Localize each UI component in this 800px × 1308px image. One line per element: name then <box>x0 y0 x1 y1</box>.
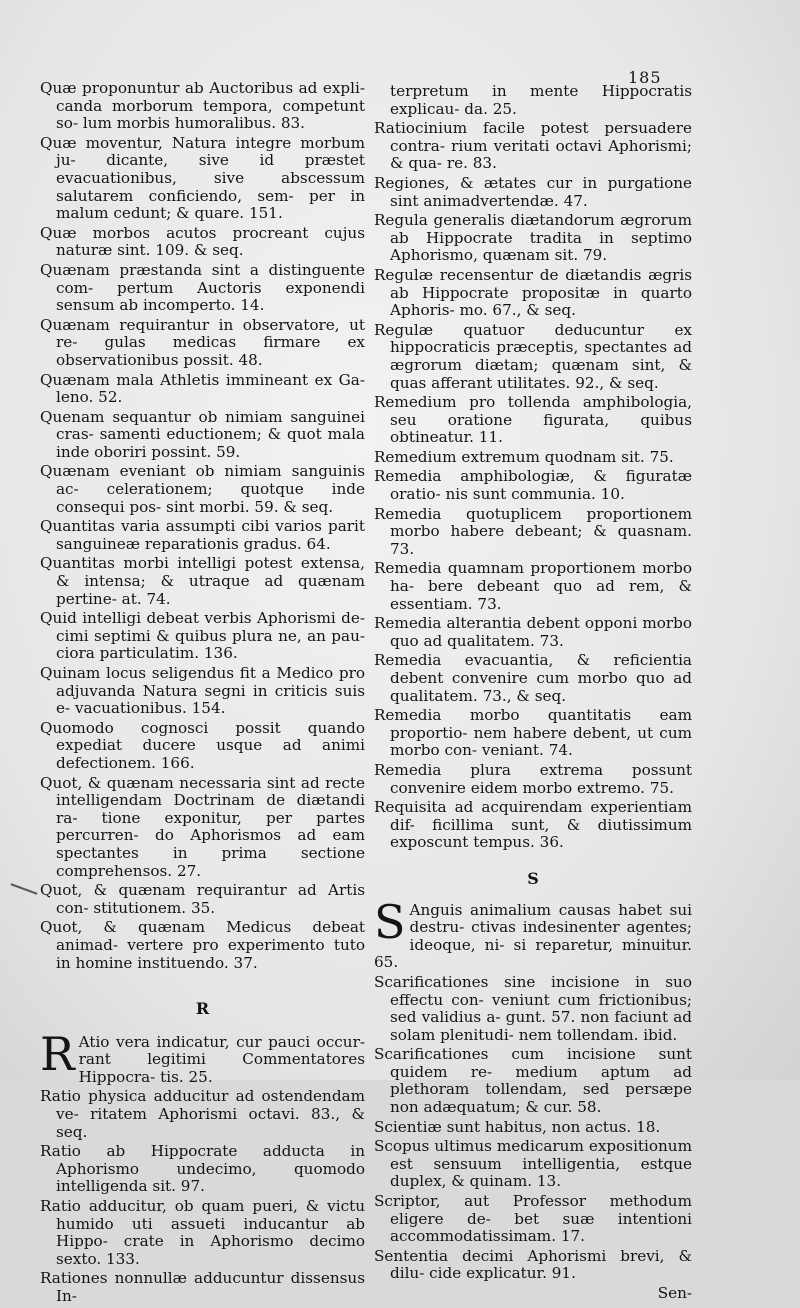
index-entry <box>374 894 692 972</box>
entry-text: Scientiæ sunt habitus, non actus. 18. <box>374 1117 661 1136</box>
index-entry <box>374 1248 692 1283</box>
index-entry <box>374 322 692 392</box>
entry-text: Quenam sequantur ob nimiam sanguinei cras- samenti eductionem; & quot mala inde oboriri possint. 59. <box>40 407 365 461</box>
index-entry <box>40 720 365 773</box>
index-entry <box>40 1198 365 1268</box>
entry-text: Quinam locus seligendus fit a Medico pro adjuvanda Natura segni in criticis suis e- vacuationibus. 154. <box>40 664 365 718</box>
index-entry <box>40 262 365 315</box>
entry-text: Quantitas varia assumpti cibi varios parit sanguineæ reparationis gradus. 64. <box>40 517 365 553</box>
ink-mark <box>11 883 38 894</box>
index-entry <box>374 83 692 118</box>
entry-text: Sententia decimi Aphorismi brevi, & dilu- cide explicatur. 91. <box>374 1246 692 1283</box>
index-entry <box>40 882 365 917</box>
index-entry <box>374 1046 692 1116</box>
section-letter-s: S <box>527 868 539 888</box>
entry-text: Scriptor, aut Professor methodum eligere de- bet suæ intentioni accommodatissimam. 17. <box>374 1192 692 1246</box>
section-s-entries <box>374 894 692 1283</box>
index-entry <box>40 1088 365 1141</box>
index-entry <box>40 518 365 553</box>
entry-text: Remedia evacuantia, & reficientia debent convenire cum morbo quo ad qualitatem. 73., & seq. <box>374 651 692 705</box>
entry-text: Rationes nonnullæ adducuntur dissensus In- <box>40 1269 365 1305</box>
right-column <box>374 83 692 1303</box>
entry-text: Quot, & quænam requirantur ad Artis con- stitutionem. 35. <box>40 881 365 917</box>
section-r-entries <box>40 1026 365 1306</box>
left-entries <box>40 80 365 972</box>
entry-text: Remedia plura extrema possunt convenire eidem morbo extremo. 75. <box>374 760 692 797</box>
entry-text: Quot, & quænam necessaria sint ad recte intelligendam Doctrinam de diætandi ra- tione exponitur, per partes percurren- do Aphorismos ad eam spectantes in prima sectione comprehensos. 27. <box>40 773 365 880</box>
entry-text: Quot, & quænam Medicus debeat animad- vertere pro experimento tuto in homine instituendo. 37. <box>40 918 365 972</box>
index-entry <box>40 919 365 972</box>
entry-text: Scarificationes cum incisione sunt quidem re- medium aptum ad plethoram tollendam, sed persæpe non adæquatum; & cur. 58. <box>374 1045 692 1117</box>
index-entry <box>374 707 692 760</box>
index-entry <box>374 560 692 613</box>
entry-text: Remedia quotuplicem proportionem morbo habere debeant; & quasnam. 73. <box>374 504 692 558</box>
entry-text: Ratio adducitur, ob quam pueri, & victu humido uti assueti inducantur ab Hippo- crate in Aphorismo decimo sexto. 133. <box>40 1197 365 1268</box>
index-entry <box>374 1138 692 1191</box>
entry-text: Quid intelligi debeat verbis Aphorismi de- cimi septimi & quibus plura ne, an pau- ciora particulatim. 136. <box>40 609 365 663</box>
index-entry <box>374 394 692 447</box>
catchword: Sen- <box>657 1284 692 1302</box>
index-entry <box>374 615 692 650</box>
entry-text: Regula generalis diætandorum ægrorum ab Hippocrate tradita in septimo Aphorismo, quænam sit. 79. <box>374 211 692 265</box>
left-column <box>40 80 365 1308</box>
index-entry <box>40 80 365 133</box>
index-entry <box>40 372 365 407</box>
entry-text: Requisita ad acquirendam experientiam dif- ficillima sunt, & diutissimum exposcunt tempus. 36. <box>374 798 692 852</box>
entry-text: Quænam mala Athletis immineant ex Ga- leno. 52. <box>40 370 365 407</box>
index-entry <box>40 610 365 663</box>
right-entries <box>374 83 692 852</box>
entry-text: Quænam eveniant ob nimiam sanguinis ac- celerationem; quotque inde consequi pos- sint morbi. 59. & seq. <box>40 462 365 516</box>
entry-text: Atio vera indicatur, cur pauci occur- rant legitimi Commentatores Hippocra- tis. 25. <box>78 1032 365 1086</box>
entry-text: terpretum in mente Hippocratis explicau- da. 25. <box>390 82 692 118</box>
index-entry <box>40 665 365 718</box>
entry-text: Quantitas morbi intelligi potest extensa, & intensa; & utraque ad quænam pertine- at. 74. <box>40 554 365 608</box>
index-entry <box>374 120 692 173</box>
index-entry <box>40 775 365 881</box>
entry-text: Regulæ quatuor deducuntur ex hippocraticis præceptis, spectantes ad ægrorum diætam; quænam sint, & quas afferant utilitates. 92., & seq. <box>374 320 692 392</box>
entry-text: Regiones, & ætates cur in purgatione sint animadvertendæ. 47. <box>374 173 692 210</box>
section-letter-r: R <box>195 999 210 1019</box>
index-entry <box>374 652 692 705</box>
entry-text: Ratio physica adducitur ad ostendendam ve- ritatem Aphorismi octavi. 83., & seq. <box>40 1087 365 1141</box>
entry-text: Anguis animalium causas habet sui destru- ctivas indesinenter agentes; ideoque, ni- si reparetur, minuitur. 65. <box>374 900 692 972</box>
index-entry <box>40 225 365 260</box>
index-entry <box>374 1193 692 1246</box>
entry-text: Remedium pro tollenda amphibologia, seu oratione figurata, quibus obtineatur. 11. <box>374 393 692 447</box>
index-entry <box>374 175 692 210</box>
index-entry <box>374 449 692 467</box>
entry-text: Ratiocinium facile potest persuadere contra- rium veritati octavi Aphorismi; & qua- re. 83. <box>374 119 692 173</box>
entry-text: Quænam præstanda sint a distinguente com- pertum Auctoris exponendi sensum ab incomperto. 14. <box>40 260 365 315</box>
entry-text: Remedium extremum quodnam sit. 75. <box>374 447 674 466</box>
index-entry <box>40 1270 365 1305</box>
entry-text: Remedia alterantia debent opponi morbo quo ad qualitatem. 73. <box>374 614 692 650</box>
index-entry <box>374 506 692 559</box>
drop-cap: S <box>374 894 406 949</box>
index-entry <box>40 1026 365 1087</box>
index-entry <box>374 212 692 265</box>
index-entry <box>374 468 692 503</box>
index-entry <box>374 799 692 852</box>
entry-text: Quæ moventur, Natura integre morbum ju- dicante, sive id præstet evacuationibus, sive abscessum salutarem conficiendo, sem- per in malum cedunt; & quare. 151. <box>40 133 365 223</box>
entry-text: Scarificationes sine incisione in suo effectu con- veniunt cum frictionibus; sed validius a- gunt. 57. non faciunt ad solam plenitudi- nem tollendam. ibid. <box>374 972 692 1044</box>
index-entry <box>40 409 365 462</box>
index-entry <box>40 1143 365 1196</box>
entry-text: Remedia quamnam proportionem morbo ha- bere debeant quo ad rem, & essentiam. 73. <box>374 559 692 613</box>
index-entry <box>374 974 692 1044</box>
entry-text: Scopus ultimus medicarum expositionum est sensuum intelligentia, estque duplex, & quinam. 13. <box>374 1137 692 1191</box>
index-entry <box>40 135 365 223</box>
index-entry <box>40 555 365 608</box>
index-entry <box>40 317 365 370</box>
entry-text: Quænam requirantur in observatore, ut re- gulas medicas firmare ex observationibus possit. 48. <box>40 315 365 369</box>
entry-text: Quæ proponuntur ab Auctoribus ad expli- canda morborum tempora, competunt so- lum morbis humoralibus. 83. <box>40 79 365 133</box>
page-number: 185 <box>628 68 662 87</box>
entry-text: Regulæ recensentur de diætandis ægris ab Hippocrate propositæ in quarto Aphoris- mo. 67., & seq. <box>374 265 692 320</box>
entry-text: Ratio ab Hippocrate adducta in Aphorismo undecimo, quomodo intelligenda sit. 97. <box>40 1142 365 1196</box>
index-entry <box>374 1119 692 1137</box>
entry-text: Remedia morbo quantitatis eam proportio- nem habere debent, ut cum morbo con- veniant. 74. <box>374 706 692 760</box>
index-entry <box>374 267 692 320</box>
entry-text: Remedia amphibologiæ, & figuratæ oratio- nis sunt communia. 10. <box>374 467 692 504</box>
entry-text: Quæ morbos acutos procreant cujus naturæ sint. 109. & seq. <box>40 223 365 260</box>
entry-text: Quomodo cognosci possit quando expediat ducere usque ad animi defectionem. 166. <box>40 718 365 772</box>
index-entry <box>40 463 365 516</box>
index-entry <box>374 762 692 797</box>
drop-cap: R <box>40 1026 75 1081</box>
